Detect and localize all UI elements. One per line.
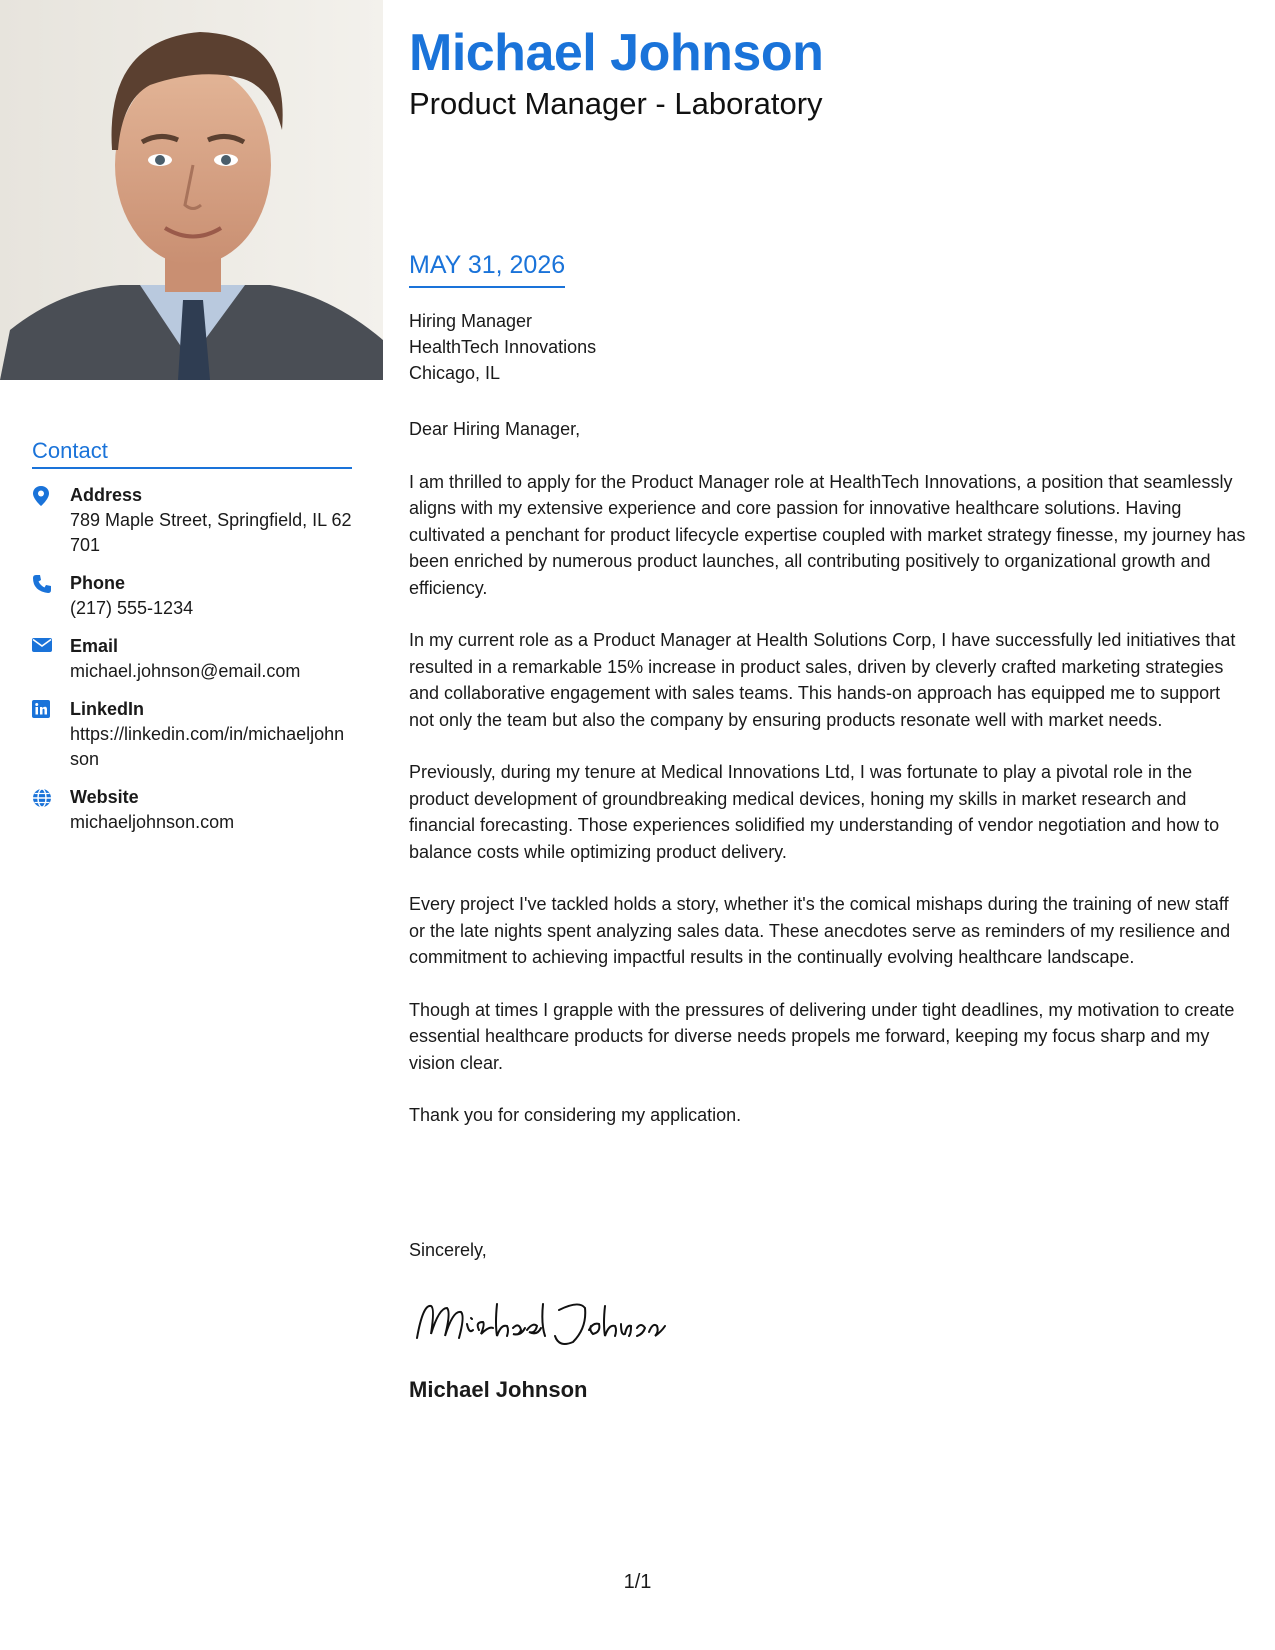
globe-icon [32,785,70,835]
contact-item-address [32,483,352,558]
paragraph-3: Previously, during my tenure at Medical Innovations Ltd, I was fortunate to play a pivotal role in the product development of groundbreaking medical devices, honing my skills in market research and financial forecasting. Those experiences solidified my understanding of vendor negotiation and how to balance costs while optimizing product delivery. [409,762,1220,862]
applicant-name: Michael Johnson [409,24,824,82]
recipient-company: HealthTech Innovations [409,337,597,357]
letter-date: MAY 31, 2026 [409,249,565,288]
contact-label: LinkedIn [70,699,145,719]
phone-value[interactable]: (217) 555-1234 [70,598,194,618]
handwritten-signature [409,1294,669,1355]
contact-item-website [32,785,352,835]
contact-heading: Contact [32,437,352,469]
map-pin-icon [32,483,70,558]
paragraph-6: Thank you for considering my application. [409,1105,742,1125]
linkedin-value[interactable]: https://linkedin.com/in/michaeljohnson [70,724,345,769]
letter-date-block [409,249,565,288]
signed-name: Michael Johnson [409,1377,588,1402]
contact-label: Website [70,787,139,807]
contact-label: Address [70,485,143,505]
paragraph-2: In my current role as a Product Manager at Health Solutions Corp, I have successfully led initiatives that resulted in a remarkable 15% increase in product sales, driven by cleverly crafted marketing strategies and collaborative engagement with sales teams. This hands-on approach has equipped me to support not only the team but also the company by ensuring products resonate well with market needs. [409,630,1236,730]
contact-item-linkedin [32,697,352,772]
contact-item-email [32,634,352,684]
envelope-icon [32,634,70,684]
paragraph-1: I am thrilled to apply for the Product Manager role at HealthTech Innovations, a position that seamlessly aligns with my extensive experience and core passion for innovative healthcare solutions. Having cultivated a penchant for product lifecycle expertise coupled with market strategy finesse, my journey has been enriched by numerous product launches, all contributing positively to organizational growth and efficiency. [409,471,1246,598]
recipient-block [409,308,596,386]
website-value[interactable]: michaeljohnson.com [70,812,235,832]
job-title: Product Manager - Laboratory [409,86,823,121]
contact-label: Phone [70,573,126,593]
email-value[interactable]: michael.johnson@email.com [70,661,301,681]
paragraph-4: Every project I've tackled holds a story, whether it's the comical mishaps during the training of new staff or the late nights spent analyzing sales data. These anecdotes serve as reminders of my resilience and commitment to achieving impactful results in the continually evolving healthcare landscape. [409,894,1231,967]
header [409,22,823,122]
contact-item-phone [32,571,352,621]
paragraph-5: Though at times I grapple with the pressures of delivering under tight deadlines, my motivation to create essential healthcare products for diverse needs propels me forward, keeping my focus sharp and my vision clear. [409,999,1235,1073]
address-value: 789 Maple Street, Springfield, IL 62701 [70,510,352,555]
phone-icon [32,571,70,621]
contact-sidebar [32,437,352,848]
profile-photo [0,0,383,380]
recipient-location: Chicago, IL [409,363,501,383]
page-number: 1/1 [623,1571,652,1593]
linkedin-icon [32,697,70,772]
salutation: Dear Hiring Manager, [409,419,581,439]
contact-label: Email [70,636,119,656]
recipient-title: Hiring Manager [409,311,533,331]
closing: Sincerely, [409,1240,487,1260]
letter-body [409,416,1249,1155]
